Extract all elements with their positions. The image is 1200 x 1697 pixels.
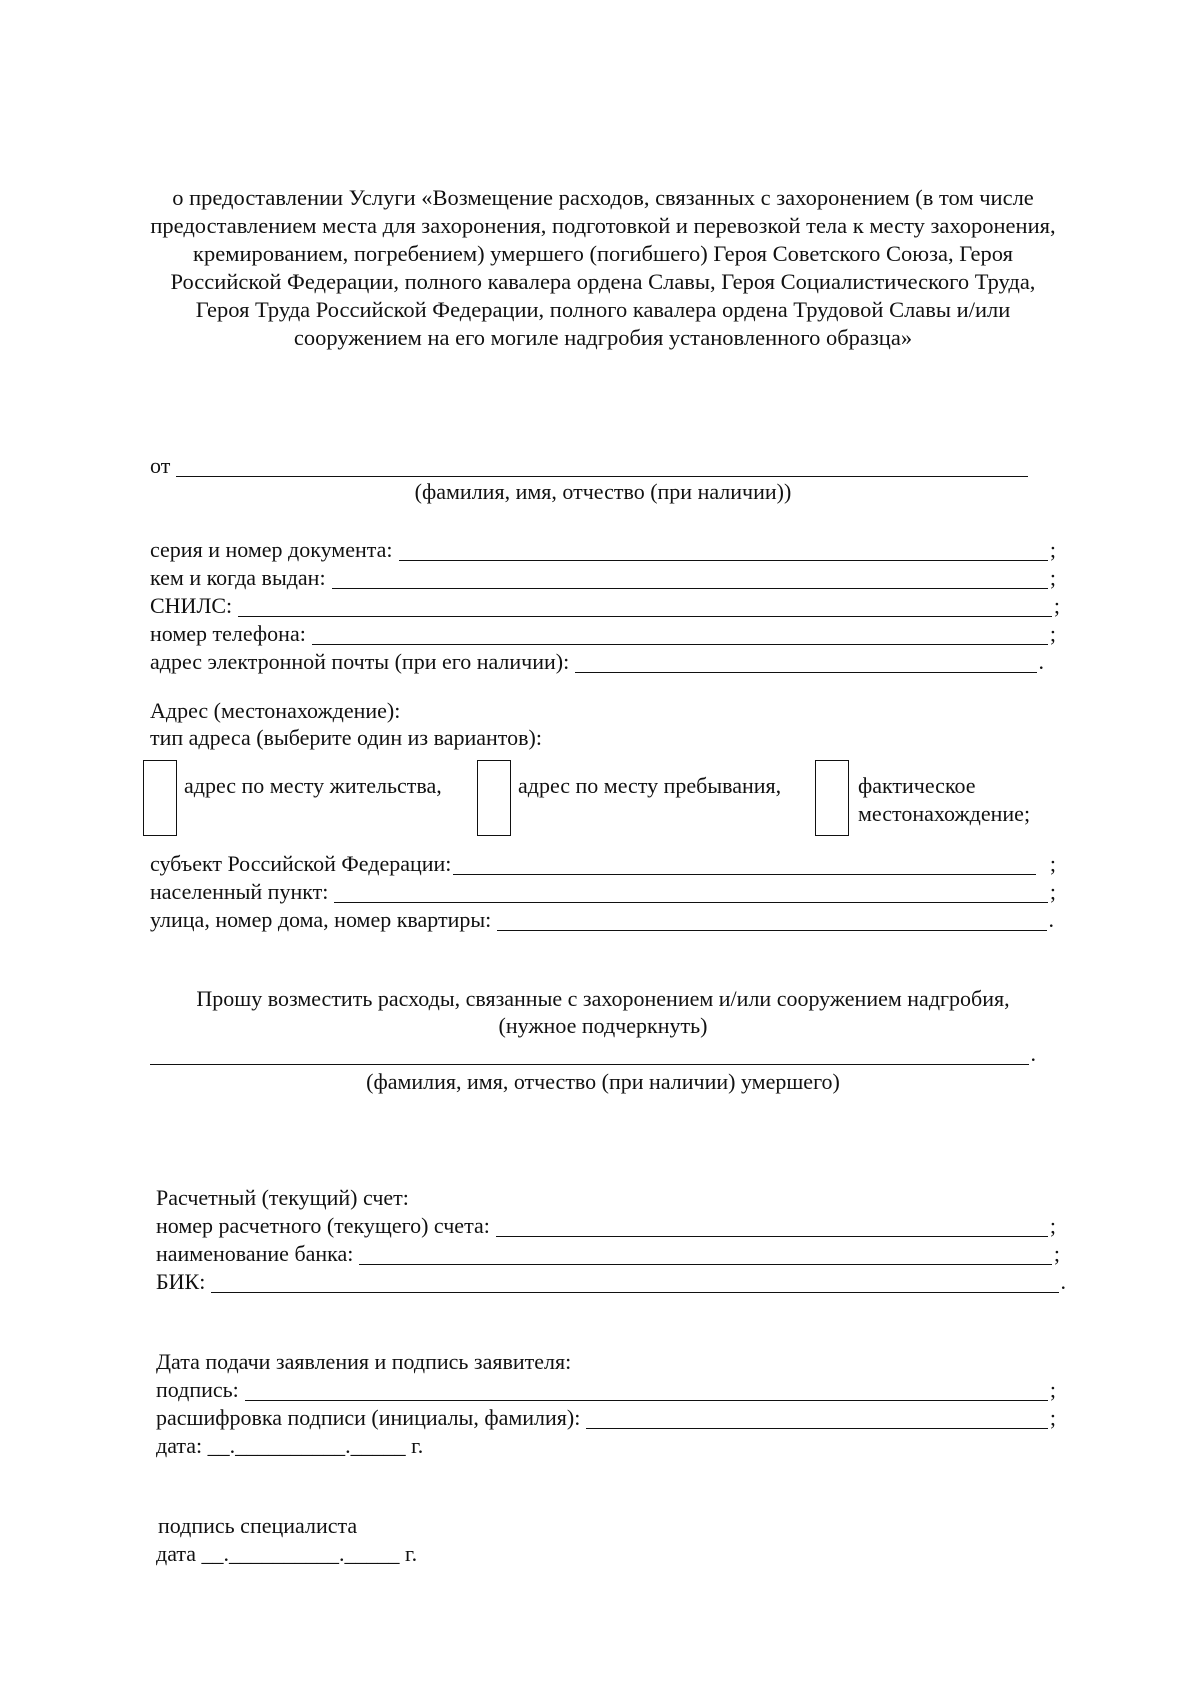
email-line[interactable] xyxy=(575,652,1036,673)
residence-checkbox[interactable] xyxy=(143,760,177,836)
from-caption: (фамилия, имя, отчество (при наличии)) xyxy=(414,479,792,504)
issued-line[interactable] xyxy=(332,568,1048,589)
account-row xyxy=(156,1212,1056,1240)
applicant-date[interactable]: дата: __.__________._____ г. xyxy=(156,1433,424,1458)
from-row xyxy=(150,452,1030,480)
specialist-date[interactable]: дата __.__________._____ г. xyxy=(156,1541,418,1566)
phone-label: номер телефона: xyxy=(150,621,306,646)
issued-row xyxy=(150,564,1056,592)
street-row xyxy=(150,906,1054,934)
decode-end: ; xyxy=(1049,1405,1056,1430)
address-type-label: тип адреса (выберите один из вариантов): xyxy=(150,725,542,750)
street-end: . xyxy=(1048,907,1054,932)
bank-name-label: наименование банка: xyxy=(156,1241,354,1266)
street-line[interactable] xyxy=(497,910,1046,931)
actual-location-checkbox[interactable] xyxy=(815,760,849,836)
sign-line[interactable] xyxy=(245,1380,1048,1401)
issued-end: ; xyxy=(1049,565,1056,590)
sign-row xyxy=(156,1376,1056,1404)
doc-number-label: серия и номер документа: xyxy=(150,537,393,562)
bik-end: . xyxy=(1060,1269,1066,1294)
doc-number-end: ; xyxy=(1049,537,1056,562)
issued-label: кем и когда выдан: xyxy=(150,565,326,590)
bik-line[interactable] xyxy=(211,1272,1058,1293)
account-label: номер расчетного (текущего) счета: xyxy=(156,1213,490,1238)
decode-label: расшифровка подписи (инициалы, фамилия): xyxy=(156,1405,581,1430)
phone-end: ; xyxy=(1049,621,1056,646)
bank-heading: Расчетный (текущий) счет: xyxy=(156,1185,409,1210)
sign-label: подпись: xyxy=(156,1377,239,1402)
sign-end: ; xyxy=(1049,1377,1056,1402)
account-line[interactable] xyxy=(496,1216,1048,1237)
actual-location-label-line1: фактическое xyxy=(858,773,976,798)
from-label: от xyxy=(150,453,171,478)
bank-name-row xyxy=(156,1240,1060,1268)
email-end: . xyxy=(1038,649,1044,674)
email-label: адрес электронной почты (при его наличии): xyxy=(150,649,570,674)
email-row xyxy=(150,648,1044,676)
snils-line[interactable] xyxy=(238,596,1052,617)
request-text: Прошу возместить расходы, связанные с захоронением и/или сооружением надгробия, xyxy=(196,986,1010,1011)
snils-end: ; xyxy=(1053,593,1060,618)
bank-name-line[interactable] xyxy=(359,1244,1051,1265)
deceased-end: . xyxy=(1030,1041,1036,1066)
decode-row xyxy=(156,1404,1056,1432)
deceased-name-line[interactable] xyxy=(150,1044,1029,1065)
stay-checkbox[interactable] xyxy=(477,760,511,836)
phone-row xyxy=(150,620,1056,648)
deceased-caption: (фамилия, имя, отчество (при наличии) умершего) xyxy=(366,1069,840,1094)
deceased-row xyxy=(150,1040,1036,1068)
locality-label: населенный пункт: xyxy=(150,879,329,904)
region-label: субъект Российской Федерации: xyxy=(150,851,452,876)
bik-label: БИК: xyxy=(156,1269,206,1294)
region-end: ; xyxy=(1049,851,1056,876)
doc-number-row xyxy=(150,536,1056,564)
stay-option-label: адрес по месту пребывания, xyxy=(518,773,782,798)
snils-label: СНИЛС: xyxy=(150,593,233,618)
actual-location-label-line2: местонахождение; xyxy=(858,801,1031,826)
region-row xyxy=(150,850,1056,878)
doc-number-line[interactable] xyxy=(399,540,1048,561)
specialist-sign-label: подпись специалиста xyxy=(158,1513,358,1538)
locality-row xyxy=(150,878,1056,906)
snils-row xyxy=(150,592,1060,620)
signature-heading: Дата подачи заявления и подпись заявителя: xyxy=(156,1349,572,1374)
account-end: ; xyxy=(1049,1213,1056,1238)
bank-name-end: ; xyxy=(1053,1241,1060,1266)
request-note: (нужное подчеркнуть) xyxy=(498,1013,708,1038)
address-heading: Адрес (местонахождение): xyxy=(150,698,401,723)
bik-row xyxy=(156,1268,1066,1296)
residence-option-label: адрес по месту жительства, xyxy=(184,773,442,798)
decode-line[interactable] xyxy=(586,1408,1048,1429)
phone-line[interactable] xyxy=(312,624,1048,645)
locality-line[interactable] xyxy=(334,882,1048,903)
street-label: улица, номер дома, номер квартиры: xyxy=(150,907,492,932)
from-name-line[interactable] xyxy=(176,456,1028,477)
document-title: о предоставлении Услуги «Возмещение расходов, связанных с захоронением (в том числе предоставлением места для захоронения, подготовкой и перевозкой тела к месту захоронения, кремированием, погребением) умершего (погибшего) Героя Советского Союза, Героя Российской Федерации, полного кавалера ордена Славы, Героя Социалистического Труда, Героя Труда Российской Федерации, полного кавалера ордена Трудовой Славы и/или сооружением на его могиле надгробия установленного образца» xyxy=(150,185,1056,350)
locality-end: ; xyxy=(1049,879,1056,904)
region-line[interactable] xyxy=(453,854,1035,875)
